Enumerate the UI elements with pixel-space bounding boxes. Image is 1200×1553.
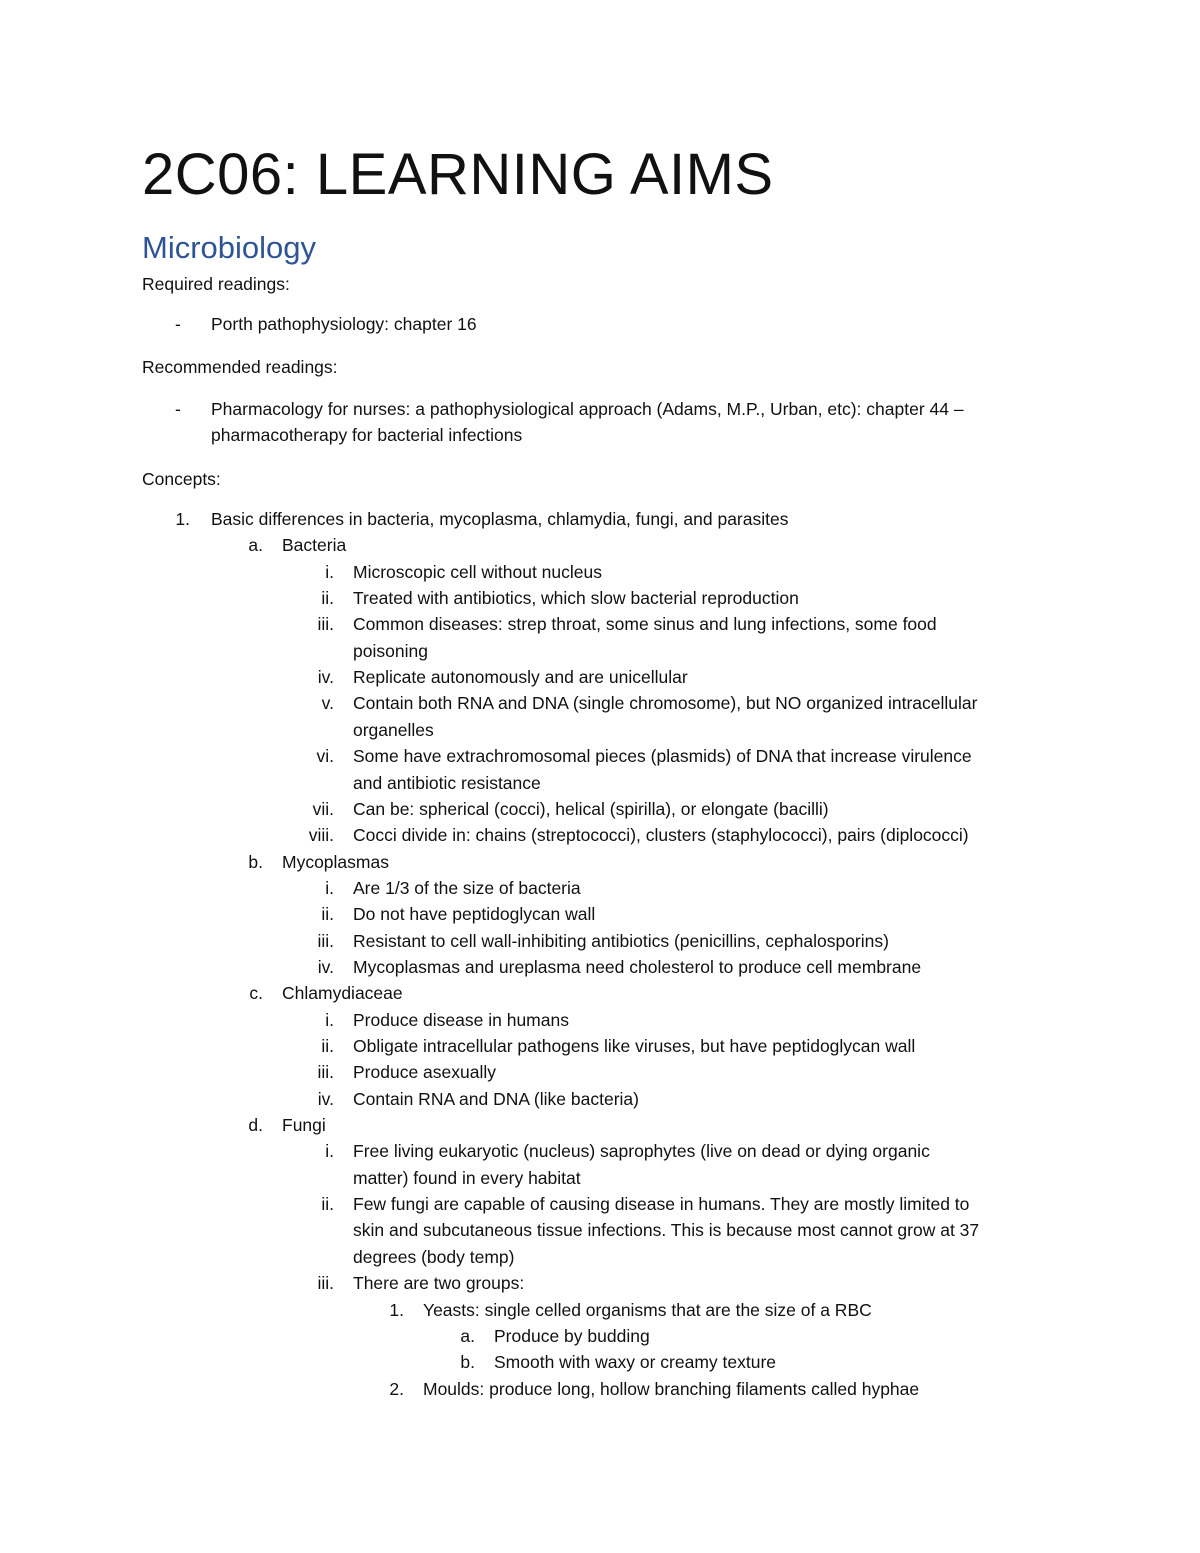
sub-item-text: Moulds: produce long, hollow branching filaments called hyphae: [423, 1378, 920, 1399]
list-item-text: Treated with antibiotics, which slow bacterial reproduction: [353, 588, 799, 609]
recommended-readings-heading: Recommended readings:: [142, 357, 338, 377]
list-item-text: Replicate autonomously and are unicellular: [353, 667, 688, 688]
roman-numeral: i.: [325, 1141, 334, 1162]
list-item-text: Produce disease in humans: [353, 1009, 569, 1030]
group-letter: a.: [248, 535, 263, 556]
list-item-text: skin and subcutaneous tissue infections. This is because most cannot grow at 37: [353, 1220, 980, 1241]
list-item-text: Microscopic cell without nucleus: [353, 561, 602, 582]
sub-letter: b.: [460, 1352, 475, 1373]
list-item-text: degrees (body temp): [353, 1246, 515, 1267]
sub-letter: a.: [460, 1325, 475, 1346]
list-item-text: Contain both RNA and DNA (single chromosome), but NO organized intracellular: [353, 693, 978, 714]
list-dash-marker: -: [175, 399, 181, 419]
required-reading-item: Porth pathophysiology: chapter 16: [211, 314, 477, 334]
roman-numeral: i.: [325, 1009, 334, 1030]
roman-numeral: iv.: [317, 1088, 334, 1109]
sub-number: 1.: [389, 1299, 404, 1320]
roman-numeral: iii.: [317, 1062, 334, 1083]
document-title: 2C06: LEARNING AIMS: [142, 142, 774, 207]
list-item-text: Are 1/3 of the size of bacteria: [353, 877, 581, 898]
list-item-text: Do not have peptidoglycan wall: [353, 904, 596, 925]
roman-numeral: viii.: [308, 825, 334, 846]
group-label: Chlamydiaceae: [282, 983, 403, 1004]
concept-item: Basic differences in bacteria, mycoplasma, chlamydia, fungi, and parasites: [211, 509, 789, 529]
roman-numeral: ii.: [321, 1194, 334, 1215]
section-heading: Microbiology: [142, 230, 317, 265]
roman-numeral: v.: [321, 693, 334, 714]
list-item-text: Contain RNA and DNA (like bacteria): [353, 1088, 639, 1109]
sub-number: 2.: [389, 1378, 404, 1399]
group-letter: d.: [248, 1115, 263, 1136]
roman-numeral: ii.: [321, 588, 334, 609]
list-item-text: Obligate intracellular pathogens like viruses, but have peptidoglycan wall: [353, 1036, 916, 1056]
list-item-text: Few fungi are capable of causing disease in humans. They are mostly limited to: [353, 1194, 970, 1215]
group-letter: c.: [249, 983, 263, 1004]
group-letter: b.: [248, 851, 263, 872]
group-label: Bacteria: [282, 535, 347, 556]
list-item-text: poisoning: [353, 640, 428, 661]
roman-numeral: iv.: [317, 956, 334, 977]
list-item-text: Produce asexually: [353, 1062, 496, 1083]
roman-numeral: iii.: [317, 1273, 334, 1294]
list-item-text: Free living eukaryotic (nucleus) saprophytes (live on dead or dying organic: [353, 1141, 930, 1162]
recommended-reading-item: pharmacotherapy for bacterial infections: [211, 425, 523, 446]
roman-numeral: ii.: [321, 1036, 334, 1056]
list-item-text: Common diseases: strep throat, some sinus and lung infections, some food: [353, 614, 937, 635]
roman-numeral: i.: [325, 561, 334, 582]
list-item-text: Some have extrachromosomal pieces (plasmids) of DNA that increase virulence: [353, 746, 972, 767]
list-item-text: and antibiotic resistance: [353, 772, 541, 793]
list-item-text: matter) found in every habitat: [353, 1167, 581, 1188]
roman-numeral: iii.: [317, 930, 334, 951]
roman-numeral: vi.: [316, 746, 334, 767]
list-dash-marker: -: [175, 314, 181, 334]
sub-sub-item-text: Produce by budding: [494, 1325, 650, 1346]
list-item-text: Resistant to cell wall-inhibiting antibiotics (penicillins, cephalosporins): [353, 930, 889, 951]
list-item-text: Cocci divide in: chains (streptococci), clusters (staphylococci), pairs (diplococci): [353, 825, 969, 846]
list-item-text: Can be: spherical (cocci), helical (spirilla), or elongate (bacilli): [353, 798, 829, 819]
required-readings-heading: Required readings:: [142, 274, 290, 294]
concepts-heading: Concepts:: [142, 469, 221, 489]
roman-numeral: vii.: [312, 798, 334, 819]
sub-sub-item-text: Smooth with waxy or creamy texture: [494, 1352, 777, 1373]
group-label: Mycoplasmas: [282, 851, 389, 872]
sub-item-text: Yeasts: single celled organisms that are the size of a RBC: [423, 1299, 872, 1320]
group-label: Fungi: [282, 1115, 326, 1136]
roman-numeral: ii.: [321, 904, 334, 925]
concept-number: 1.: [175, 509, 190, 529]
list-item-text: organelles: [353, 719, 434, 740]
roman-numeral: iv.: [317, 667, 334, 688]
list-item-text: There are two groups:: [353, 1273, 525, 1294]
roman-numeral: iii.: [317, 614, 334, 635]
list-item-text: Mycoplasmas and ureplasma need cholesterol to produce cell membrane: [353, 956, 922, 977]
recommended-reading-item: Pharmacology for nurses: a pathophysiological approach (Adams, M.P., Urban, etc): chapter 44 –: [211, 399, 964, 419]
roman-numeral: i.: [325, 877, 334, 898]
